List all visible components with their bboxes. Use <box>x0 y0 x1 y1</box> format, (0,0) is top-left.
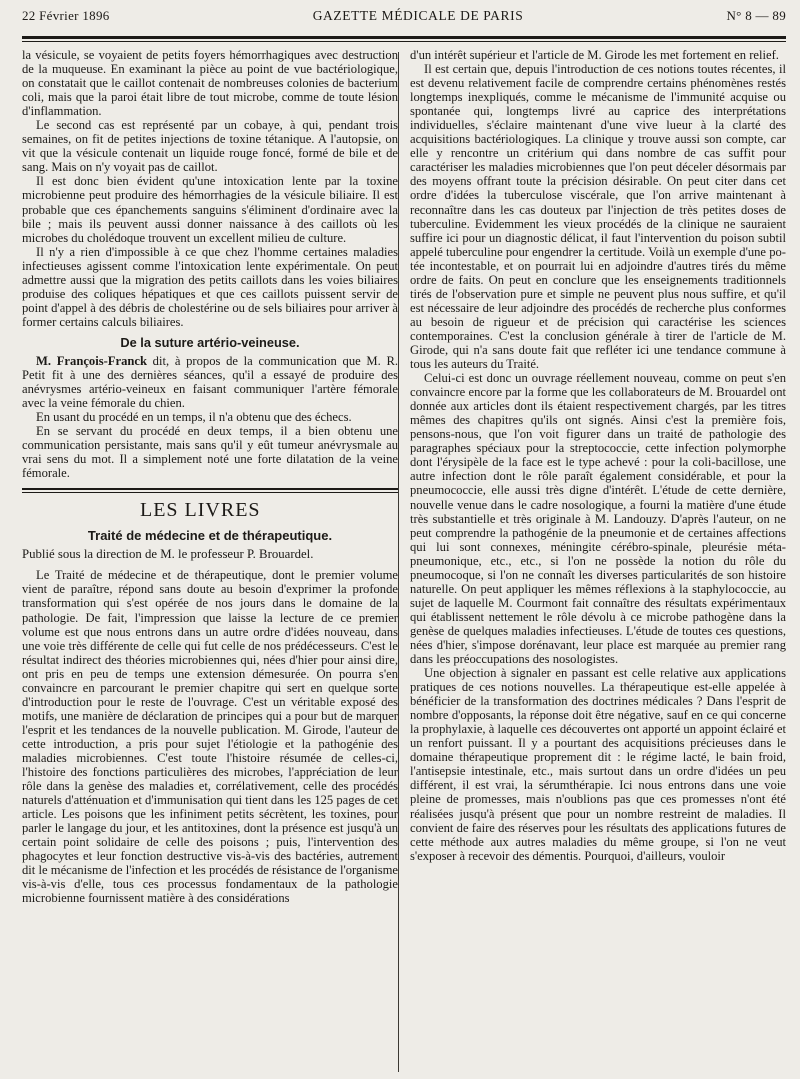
paragraph: Le second cas est représenté par un cobaye, à qui, pendant trois semaines, on fit de petites injections de toxine tétanique. A l'autopsie, on vit que la vésicule contenait un liquide rouge foncé, formé de bile et de sang. Mais on n'y voyait pas de caillot. <box>22 118 398 175</box>
paragraph: En usant du procédé en un temps, il n'a obtenu que des échecs. <box>36 410 352 425</box>
subsection-heading: De la suture artério-veineuse. <box>120 334 300 350</box>
journal-title: GAZETTE MÉDICALE DE PARIS <box>312 8 524 23</box>
article-columns <box>22 48 786 905</box>
issue-number: N° 8 — 89 <box>726 8 786 23</box>
paragraph: Il est donc bien évident qu'une intoxication lente par la toxine microbienne peut produire des hémorrhagies de la vésicule biliaire. Il est probable que ces épanchements sanguins s'éliminent d'ordinaire avec la bile ; mais ils peuvent aussi donner naissance à des caillots où les microbes du cholédoque trouvent un excellent milieu de culture. <box>22 174 398 245</box>
right-column <box>410 48 786 905</box>
header-rule-thin <box>22 41 786 42</box>
paragraph <box>22 354 398 410</box>
paragraph: Il est certain que, depuis l'introduction de ces notions toutes récentes, il est devenu relativement facile de comprendre certains phénomènes restés longtemps inexpliqués, comme le mécanisme de l'immunité acquise ou spontanée qui, longtemps livré au caprice des interprétations individuelles, s'éclaire maintenant d'une vive lueur à la clarté des acquisitions bactériologiques. La clinique y trouve aussi son compte, car elle y rencontre un critérium qui dans nombre de cas suffit pour caractériser les maladies microbiennes que l'on peut déceler désormais par des moyens offrant toute la précision désirable. On peut citer dans cet ordre d'idées la tuberculose viscérale, que l'on arrive maintenant à reconnaître dans les cas douteux par l'injection de très petites doses de tuberculine. Evidemment les vieux procédés de la clinique ne sauraient suffire ici pour un diagnostic délicat, il faut l'intervention du poison subtil appelé tuberculine pour engendrer la certitude. Voilà un exemple d'une po-tée incontestable, et on pourrait lui en adjoindre d'autres tirés du même ordre de faits. On peut en conclure que les enseignements traditionnels tirés de l'observation pure et simple ne peuvent plus nous suffire, et qu'il est nécessaire de leur adjoindre des procédés de recherche plus conformes au besoin de rigueur et de précision qui caractérise les sciences contemporaines. C'est la conclusion générale à tirer de l'article de M. Girode, qui n'a sans doute fait que refléter ici une tendance commune à tous les auteurs du Traité. <box>410 62 786 372</box>
paragraph: Il n'y a rien d'impossible à ce que chez l'homme certaines maladies infectieuses agissent comme l'intoxication lente expérimentale. On peut admettre aussi que la migration des petits caillots dans les voies biliaires produise des coliques hépatiques et que ces caillots puissent servir de point d'appel à des débris de cholestérine ou de sels biliaires pour arriver à former certains calculs biliaires. <box>22 244 398 329</box>
paragraph: Le Traité de médecine et de thérapeutique, dont le premier volume vient de paraître, répond sans doute au besoin d'exprimer la profonde transformation qui s'est opérée de nos jours dans le domaine de la pathologie. De fait, l'impression que laisse la lecture de ce premier volume est que nous entrons dans un autre ordre d'idées nouveau, dans une voie très différente de celle qui fut celle de nos prédécesseurs. C'est le résultat indirect des théories microbiennes qui, nées d'hier pour ainsi dire, ont pris en peu de temps une extension démesurée. On pourra s'en convaincre en parcourant le premier chapitre qui sert en quelque sorte d'introduction pour le reste de l'ouvrage. C'est un véritable exposé des motifs, une manière de déclaration de principes qui a pour but de marquer l'esprit et les tendances de la nouvelle publication. M. Girode, l'auteur de cette introduction, a pris pour sujet l'étiologie et la pathogénie des maladies microbiennes. C'est toute l'histoire résumée de celles-ci, l'histoire des fonctions particulières des microbes, l'appréciation de leur rôle dans la genèse des maladies et, corrélativement, celle des procédés naturels d'atténuation et d'immunisation qui tient dans les 125 pages de cet article. Les poisons que les infiniment petits sécrètent, les toxines, pour parler le langage du jour, et les antitoxines, dont la présence est jusqu'à un certain point solidaire de celle des poisons ; puis, l'intervention des phagocytes et leur fonction destructive vis-à-vis des bactéries, autrement dit le mécanisme de l'infection et les procédés de résistance de l'organisme vis-à-vis d'elle, tous ces processus fondamentaux de la pathologie microbienne fournissent matière à des considérations <box>22 568 398 906</box>
paragraph: Celui-ci est donc un ouvrage réellement nouveau, comme on peut s'en convaincre encore par la forme que les collaborateurs de M. Brouardel ont donnée aux articles dont ils étaient respectivement chargés, par les titres mêmes des chapitres qu'ils ont signés. Ainsi c'est la première fois, pensons-nous, que l'on voit figurer dans un traité de pathologie des paragraphes spéciaux pour la streptococcie, cette infection polymorphe dont l'érysipèle de la face est le type achevé : pour la coli-bacillose, une autre infection dont le rôle paraît également considérable, et pour la pneumococcie, elle aussi très digne d'intérêt. L'étude de cette dernière, nouvelle venue dans le cadre nosologique, a fourni la matière d'une étude très substantielle et très originale à M. Landouzy. D'après l'auteur, on ne peut comprendre la pathogénie de la pneumonie et de certaines affections qui lui sont connexes, méningite cérébro-spinale, pleurésie méta-pneumonique, etc., etc., si l'on ne possède la notion du rôle du pneumocoque, si l'on ne connaît les diverses particularités de son histoire naturelle. On peut appliquer les mêmes réflexions à la staphylococcie, au sujet de laquelle M. Courmont fait connaître des résultats expérimentaux qui établissent nettement le rôle dévolu à ce microbe pathogène dans la genèse de quelques maladies infectieuses. L'étude de toutes ces questions, nées d'hier, s'impose dorénavant, leur place est marquée au premier rang dans les préoccupations des nosologistes. <box>410 371 786 667</box>
paragraph-text: dit, à propos de la communication que M. R. Petit fit à une des dernières séances, qu'il a essayé de produire des anévrysmes artério-veineux en faisant communiquer l'artère fémorale avec la veine fémorale du chien. <box>22 353 398 411</box>
column-divider <box>398 52 399 1072</box>
author-name: M. François-Franck <box>36 353 147 368</box>
paragraph: Une objection à signaler en passant est celle relative aux applications pratiques de ces notions nouvelles. La thérapeutique est-elle appelée à bénéficier de la transformation des doctrines médicales ? Dans l'esprit de nombre d'opposants, la réponse doit être négative, sauf en ce qui concerne la prophylaxie, à laquelle ces découvertes ont apporté un appoint éclairé et un renfort puissant. Il y a pourtant des acquisitions précieuses dans le domaine thérapeutique proprement dit : le régime lacté, le bain froid, l'antisepsie intestinale, etc., mais surtout dans un ordre d'idées un peu différent, il est vrai, la sérumthérapie. Ici nous entrons dans une voie pleine de promesses, mais n'oublions pas que ces promesses n'ont été réalisées jusqu'à présent que pour un nombre restreint de maladies. Il convient de faire des réserves pour les résultats des applications futures de cette méthode aux autres maladies du même groupe, si l'on ne veut s'exposer à recevoir des démentis. Pourquoi, d'ailleurs, vouloir <box>410 666 786 863</box>
left-column <box>22 48 398 905</box>
book-title: Traité de médecine et de thérapeutique. <box>87 528 333 544</box>
paragraph: la vésicule, se voyaient de petits foyers hémorrhagiques avec destruction de la muqueuse. En examinant la pièce au point de vue bactériologique, on constatait que le caillot contenait de nombreuses colonies de bacterium coli, mais que la paroi était libre de tout microbe, comme de toute lésion d'inflammation. <box>22 48 398 119</box>
book-subtitle: Publié sous la direction de M. le professeur P. Brouardel. <box>22 547 314 562</box>
paragraph: En se servant du procédé en deux temps, il a bien obtenu une communication persistante, mais sans qu'il y eût tumeur anévrysmale au vrai sens du mot. Il a simplement noté une forte dilatation de la veine fémorale. <box>22 424 398 481</box>
header-rule <box>22 36 786 39</box>
section-title: LES LIVRES <box>140 499 261 522</box>
paragraph: d'un intérêt supérieur et l'article de M. Girode les met fortement en relief. <box>410 48 779 62</box>
page-header <box>22 8 786 28</box>
section-rule <box>22 488 398 493</box>
issue-date: 22 Février 1896 <box>22 8 110 23</box>
